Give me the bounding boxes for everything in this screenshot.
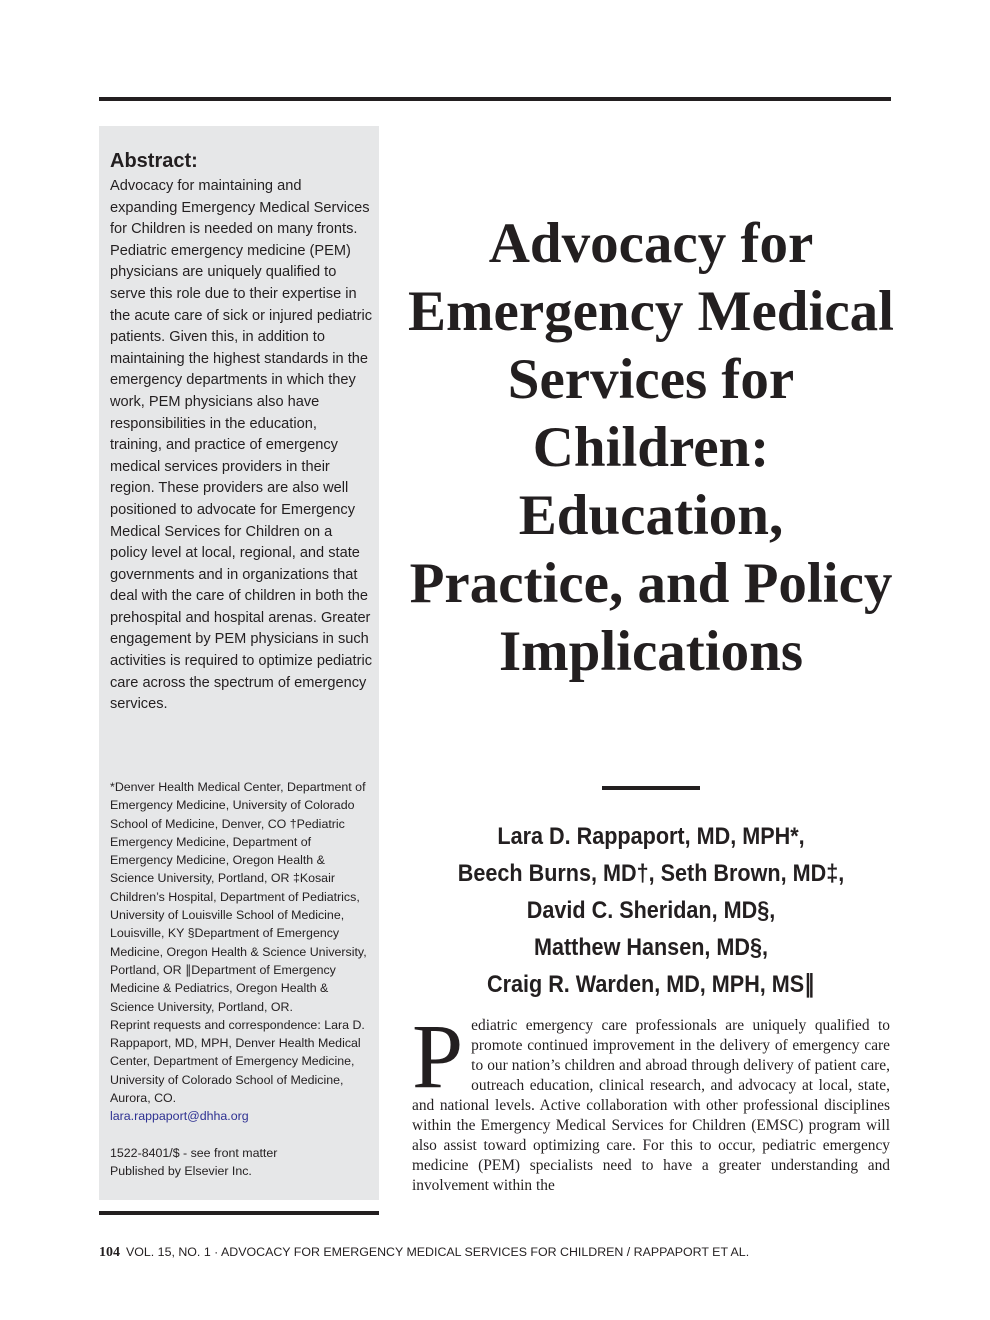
article-title: Advocacy for Emergency Medical Services for Children: Education, Practice, and Policy Implications [408,212,894,683]
page-number: 104 [99,1245,120,1260]
abstract-heading: Abstract: [110,150,198,172]
issn-line: 1522-8401/$ - see front matter [110,1146,278,1160]
body-paragraph: ediatric emergency care professionals are uniquely qualified to promote continued improvement in the delivery of emergency care to our nation’s children and abroad through delivery of patient care, outreach education, clinical research, and advocacy at local, state, and national levels. Active collaboration with other professional disciplines within the Emergency Medical Services for Children (EMSC) program will also assist toward optimizing care. For this to occur, pediatric emergency medicine (PEM) specialists need to have a greater understanding and involvement within the [412,1017,890,1194]
affiliations-text: *Denver Health Medical Center, Department of Emergency Medicine, University of Colorado School of Medicine, Denver, CO †Pediatric Emergency Medicine, Department of Emergency Medicine, Oregon Health & Science University, Portland, OR ‡Kosair Children’s Hospital, Department of Pediatrics, University of Louisville School of Medicine, Louisville, KY §Department of Emergency Medicine, Oregon Health & Science University, Portland, OR ∥Department of Emergency Medicine & Pediatrics, Oregon Health & Science University, Portland, OR. [110,780,367,1014]
author-line: Craig R. Warden, MD, MPH, MS∥ [486,971,816,998]
publisher-line: Published by Elsevier Inc. [110,1164,252,1179]
reprint-text: Reprint requests and correspondence: Lara D. Rappaport, MD, MPH, Denver Health Medical Center, Department of Emergency Medicine, University of Colorado School of Medicine, Aurora, CO. [110,1017,365,1106]
affiliations [110,778,372,1126]
author-line: Beech Burns, MD†, Seth Brown, MD‡, [457,860,845,887]
title-rule [602,786,700,790]
abstract-text: Advocacy for maintaining and expanding Emergency Medical Services for Children is needed on many fronts. Pediatric emergency medicine (PEM) physicians are uniquely qualified to serve this role due to their expertise in the acute care of sick or injured pediatric patients. Given this, in addition to maintaining the highest standards in the emergency departments in which they work, PEM physicians also have responsibilities in the education, training, and practice of emergency medical services providers in their region. These providers are also well positioned to advocate for Emergency Medical Services for Children on a policy level at local, regional, and state governments and in organizations that deal with the care of children in both the prehospital and hospital arenas. Greater engagement by PEM physicians in such activities is required to optimize pediatric care across the spectrum of emergency services. [110,178,373,713]
authors-block [430,818,873,1003]
top-rule [99,97,891,101]
page-footer [99,1245,749,1261]
correspondence-email-link[interactable]: lara.rappaport@dhha.org [110,1109,249,1124]
running-head: VOL. 15, NO. 1 · ADVOCACY FOR EMERGENCY MEDICAL SERVICES FOR CHILDREN / RAPPAPORT ET AL. [126,1245,750,1259]
author-line: David C. Sheridan, MD§, [526,897,776,924]
author-line: Lara D. Rappaport, MD, MPH*, [497,823,805,850]
sidebar-bottom-rule [99,1211,379,1215]
body-text [412,1005,890,1196]
author-line: Matthew Hansen, MD§, [533,934,769,961]
drop-cap: P [412,1005,464,1107]
issn-block [110,1144,372,1181]
